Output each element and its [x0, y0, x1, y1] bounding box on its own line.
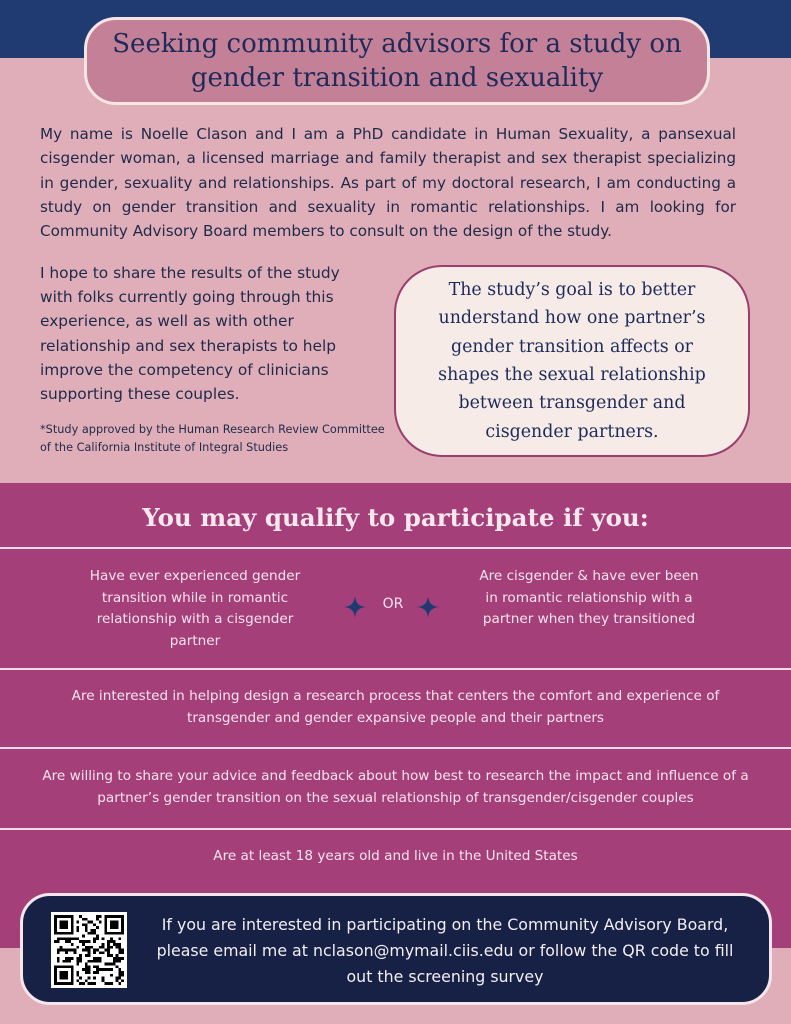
- criterion-age-location: Are at least 18 years old and live in the United States: [213, 848, 578, 864]
- qr-code-graphic: [54, 915, 124, 985]
- divider: [0, 828, 791, 830]
- four-point-star-icon: [344, 596, 366, 618]
- flyer-title: Seeking community advisors for a study on gender transition and sexuality: [84, 17, 710, 105]
- criterion-transitioned-partner: Have ever experienced gender transition while in romantic relationship with a cisgender partner: [89, 568, 301, 649]
- study-goal-callout: The study’s goal is to better understand how one partner’s gender transition affects or shapes the sexual relationship between transgender and cisgender partners.: [394, 265, 750, 457]
- intro-paragraph: My name is Noelle Clason and I am a PhD candidate in Human Sexuality, a pansexual cisgender woman, a licensed marriage and family therapist and sex therapist specializing in gender, sexuality and relationships. As part of my doctoral research, I am conducting a study on gender transition and sexuality in romantic relationships. I am looking for Community Advisory Board members to consult on the design of the study.: [40, 125, 736, 241]
- criterion-research-design: Are interested in helping design a research process that centers the comfort and experience of transgender and gender expansive people and their partners: [71, 688, 720, 726]
- qualification-heading: You may qualify to participate if you:: [142, 503, 649, 532]
- qr-code-icon[interactable]: [51, 912, 127, 988]
- criterion-cisgender-partner: Are cisgender & have ever been in romantic relationship with a partner when they transitioned: [479, 568, 699, 627]
- divider: [0, 668, 791, 670]
- criterion-share-advice: Are willing to share your advice and feedback about how best to research the impact and influence of a partner’s gender transition on the sexual relationship of transgender/cisgender couples: [42, 768, 749, 806]
- contact-instructions: If you are interested in participating on the Community Advisory Board, please email me at nclason@mymail.ciis.edu or follow the QR code to fill out the screening survey: [156, 915, 734, 986]
- or-label: OR: [382, 596, 404, 612]
- divider: [0, 747, 791, 749]
- approval-note: *Study approved by the Human Research Review Committee of the California Institute of Integral Studies: [40, 423, 385, 454]
- results-sharing-paragraph: I hope to share the results of the study with folks currently going through this experience, as well as with other relationship and sex therapists to help improve the competency of clinicians supporting these couples.: [40, 264, 340, 404]
- divider: [0, 547, 791, 549]
- four-point-star-icon: [417, 596, 439, 618]
